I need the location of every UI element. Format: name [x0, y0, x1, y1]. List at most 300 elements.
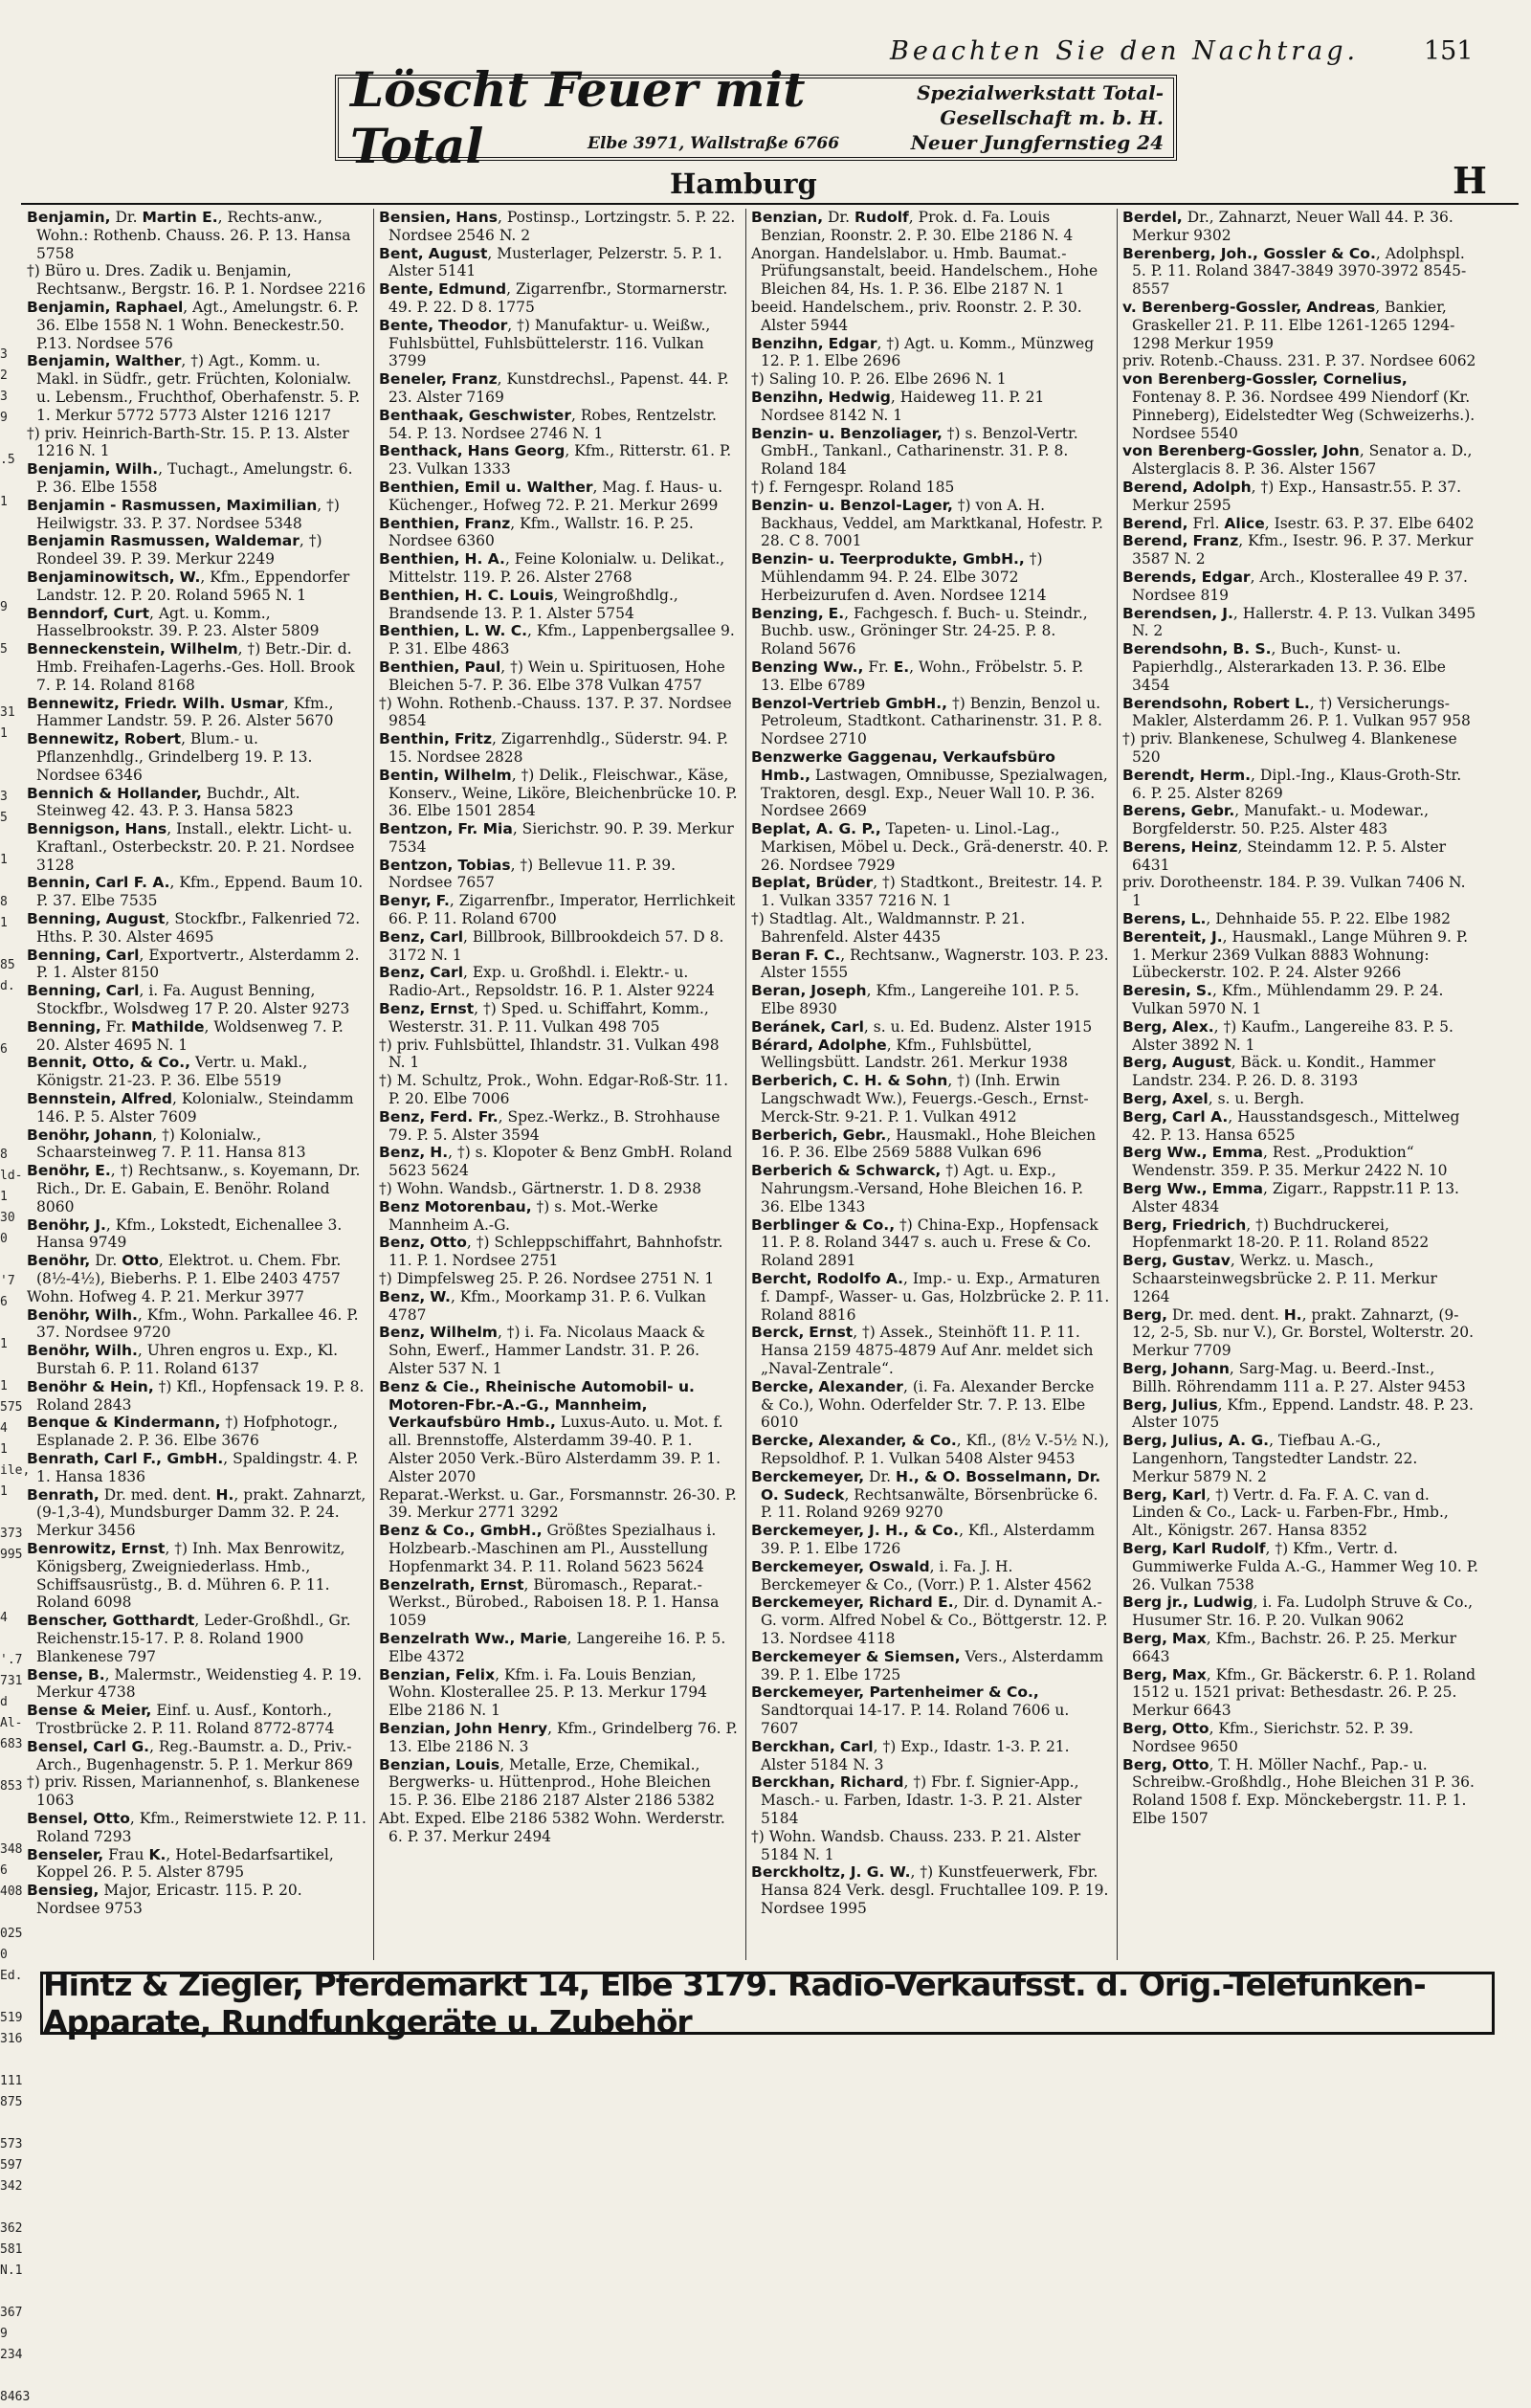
entry-details: , Weingroßhdlg., Brandsende 13. P. 1. Alster 5754 — [388, 586, 678, 622]
directory-entry — [379, 209, 739, 245]
entry-given-name: Marie — [520, 1629, 567, 1647]
directory-entry — [1122, 1360, 1478, 1396]
entry-details: , †) Exp., Hansastr.55. P. 37. Merkur 2595 — [1132, 478, 1462, 514]
entry-name: Bensel, — [27, 1737, 89, 1755]
entry-text: Reparat.-Werkst. u. Gar., Forsmannstr. 26-30. P. 39. Merkur 2771 3292 — [379, 1485, 737, 1522]
entry-given-name: Ferd. Fr. — [430, 1107, 499, 1126]
directory-entry — [379, 1522, 739, 1575]
margin-number — [0, 1124, 21, 1145]
entry-name: Benjamin, — [27, 209, 111, 226]
margin-number: 2 — [0, 368, 8, 383]
entry-details: , †) Agt. u. Komm., Münzweg 12. P. 1. Elbe 2696 — [761, 334, 1095, 370]
entry-given-name: Edmund — [438, 280, 507, 299]
margin-number: 573 — [0, 2137, 23, 2152]
margin-number — [0, 997, 21, 1018]
directory-column-1 — [27, 209, 366, 2056]
entry-name: Benthien, — [379, 658, 460, 676]
margin-number: ile, — [0, 1463, 31, 1478]
entry-name: Benthien, — [379, 514, 460, 532]
entry-details: , Kfm., Eppendorfer Landstr. 12. P. 20. Roland 5965 N. 1 — [36, 568, 350, 604]
margin-number: 31 — [0, 705, 15, 720]
directory-entry — [27, 982, 366, 1018]
entry-given-name: Heinz — [1190, 837, 1238, 856]
entry-name: Bentzon, — [379, 856, 454, 874]
entry-name: Benrath, — [27, 1485, 100, 1504]
directory-entry — [27, 1702, 366, 1738]
directory-entry — [751, 1126, 1110, 1163]
margin-number — [0, 1313, 21, 1334]
directory-entry — [751, 947, 1110, 983]
directory-entry — [27, 262, 366, 299]
directory-entry — [27, 785, 366, 821]
entry-given-name: Carl — [839, 1737, 874, 1755]
directory-entry — [751, 1738, 1110, 1774]
entry-given-name: Friedrich — [1171, 1215, 1247, 1234]
entry-name: Berckemeyer, — [751, 1522, 865, 1540]
entry-details: , Kolonialw., Steindamm 146. P. 5. Alster 7609 — [36, 1090, 354, 1126]
directory-entry — [1122, 1720, 1478, 1756]
entry-given-name: Otto — [122, 1252, 159, 1270]
directory-entry — [1122, 1252, 1478, 1305]
directory-entry — [379, 767, 739, 820]
directory-entry — [751, 497, 1110, 550]
directory-entry — [27, 209, 366, 262]
entry-name: Benz, — [379, 927, 426, 946]
entry-name: Beran — [751, 946, 801, 964]
entry-text: Lastwagen, Omnibusse, Spezialwagen, Traktoren, desgl. Exp., Neuer Wall 10. P. 36. Nordsee 2669 — [761, 766, 1108, 820]
entry-details: , †) Versicherungs-Makler, Alsterdamm 26. P. 1. Vulkan 957 958 — [1132, 694, 1471, 730]
entry-text: Buchdr., Alt. Steinweg 42. 43. P. 3. Hansa 5823 — [36, 784, 300, 820]
margin-number: 3 — [0, 347, 8, 362]
entry-details: , †) Delik., Fleischwar., Käse, Konserv., Weine, Liköre, Bleichenbrücke 10. P. 36. Elbe 1501 2854 — [388, 766, 738, 820]
entry-name: Bente, — [379, 316, 434, 334]
entry-given-name: Theodor — [438, 316, 508, 334]
margin-number — [0, 555, 21, 576]
entry-details: , Dir. d. Dynamit A.-G. vorm. Alfred Nobel & Co., Böttgerstr. 12. P. 13. Nordsee 4118 — [761, 1594, 1108, 1647]
entry-name: Berblinger & Co., — [751, 1215, 896, 1234]
entry-text: †) Hofphotogr., Esplanade 2. P. 36. Elbe 3676 — [36, 1414, 339, 1450]
entry-given-name: Johann — [95, 1126, 153, 1144]
entry-details: , Buch-, Kunst- u. Papierhdlg., Alsterarkaden 13. P. 36. Elbe 3454 — [1132, 640, 1446, 694]
margin-number — [0, 429, 21, 450]
entry-name: Berckemeyer & Siemsen, — [751, 1647, 961, 1665]
directory-entry — [379, 442, 739, 479]
directory-entry — [27, 820, 366, 874]
entry-details: , Kfl., (8½ V.-5½ N.), Repsoldhof. P. 1. Vulkan 5408 Alster 9453 — [761, 1432, 1110, 1467]
directory-entry — [27, 1126, 366, 1163]
entry-text: Fr. — [863, 658, 894, 676]
entry-text: Sandtorquai 14-17. P. 14. Roland 7606 u. 7607 — [761, 1702, 1070, 1737]
entry-name: Berg, — [1122, 1215, 1167, 1234]
directory-entry — [379, 622, 739, 658]
directory-entry — [751, 1162, 1110, 1215]
entry-given-name: Hans — [455, 209, 498, 226]
directory-entry — [379, 928, 739, 965]
entry-name: Benz, — [379, 1324, 426, 1342]
entry-details: , Kunstdrechsl., Papenst. 44. P. 23. Alster 7169 — [388, 370, 729, 406]
entry-given-name: Carl — [430, 927, 464, 946]
entry-details: , †) Sped. u. Schiffahrt, Komm., Westerstr. 31. P. 11. Vulkan 498 705 — [388, 1000, 709, 1036]
margin-number: 3 — [0, 390, 8, 404]
entry-details: , s. u. Ed. Budenz. Alster 1915 — [863, 1017, 1093, 1036]
entry-name: Berendt, — [1122, 766, 1195, 784]
entry-given-name: Alice — [1224, 514, 1265, 532]
entry-given-name: Fr. Mia — [457, 820, 513, 838]
directory-entry — [751, 658, 1110, 695]
margin-number — [0, 2197, 21, 2218]
entry-details: , †) Rechtsanw., s. Koyemann, Dr. Rich., Dr. E. Gabain, E. Benöhr. Roland 8060 — [36, 1162, 361, 1215]
directory-entry — [751, 1828, 1110, 1864]
entry-details: , Zigarr., Rappstr.11 P. 13. Alster 4834 — [1132, 1180, 1459, 1215]
margin-number: 6 — [0, 1295, 8, 1309]
entry-given-name: Wilhelm — [169, 640, 238, 658]
directory-entry — [751, 299, 1110, 335]
directory-entry — [27, 1846, 366, 1883]
entry-details: , Kfm., Reimerstwiete 12. P. 11. Roland 7293 — [36, 1809, 366, 1845]
margin-number: 575 — [0, 1400, 23, 1415]
margin-number: 8 — [0, 895, 8, 909]
directory-entry — [751, 1270, 1110, 1324]
entry-name: Bentzon, — [379, 820, 454, 838]
entry-details: , prakt. Zahnarzt, (9-1,3-4), Mundsburger Damm 32. P. 24. Merkur 3456 — [36, 1485, 366, 1540]
margin-number: 1 — [0, 1337, 8, 1351]
top-ad-right-line-3: Neuer Jungfernstieg 24 — [910, 131, 1164, 154]
directory-entry — [751, 370, 1110, 389]
margin-number: 731 — [0, 1674, 23, 1688]
entry-details: , Kfm., Bachstr. 26. P. 25. Merkur 6643 — [1132, 1629, 1457, 1665]
directory-entry — [379, 1666, 739, 1720]
top-ad-phones: Elbe 3971, Wallstraße 6766 — [588, 134, 840, 153]
directory-entry — [27, 352, 366, 424]
entry-name: Bente, — [379, 280, 434, 299]
margin-number — [0, 1587, 21, 1608]
page-header-hint: Beachten Sie den Nachtrag. — [890, 36, 1360, 66]
directory-entry — [751, 1072, 1110, 1126]
entry-given-name: Wilh. — [115, 460, 159, 479]
entry-name: Benzing Ww., — [751, 658, 864, 676]
entry-given-name: Mathilde — [130, 1017, 205, 1036]
entry-given-name: Waldemar — [214, 532, 300, 550]
entry-given-name: August — [428, 244, 488, 262]
entry-name: Berckemeyer, — [751, 1594, 865, 1612]
directory-entry — [27, 1738, 366, 1774]
entry-details: , Zigarrenhdlg., Süderstr. 94. P. 15. Nordsee 2828 — [388, 730, 728, 766]
entry-name: Beplat, A. G. P., — [751, 820, 881, 838]
directory-entry — [379, 407, 739, 443]
margin-number: 30 — [0, 1211, 15, 1225]
entry-name: Berg, — [1122, 1432, 1167, 1450]
left-margin-numbers — [0, 345, 31, 2404]
entry-given-name: Hedwig — [828, 388, 891, 406]
directory-entry — [27, 1414, 366, 1450]
entry-given-name: Paul — [464, 658, 501, 676]
directory-entry — [379, 1630, 739, 1666]
entry-name: Bennewitz, — [27, 694, 120, 712]
entry-text: Fr. — [100, 1017, 131, 1036]
directory-entry — [751, 1216, 1110, 1270]
directory-entry — [751, 1558, 1110, 1594]
directory-entry — [379, 1576, 739, 1630]
entry-text: †) Wohn. Rothenb.-Chauss. 137. P. 37. Nordsee 9854 — [379, 694, 732, 730]
entry-details: , †) Inh. Max Benrowitz, Königsberg, Zweigniederlass. Hmb., Schiffsausrüstg., B. d. Mühren 6. P. 11. Roland 6098 — [36, 1539, 345, 1612]
entry-given-name: Rudolf — [854, 209, 909, 226]
entry-text: Anorgan. Handelslabor. u. Hmb. Baumat.-Prüfungsanstalt, beeid. Handelschem., Hohe Bleichen 84, Hs. 1. P. 36. Elbe 2187 N. 1 — [751, 244, 1098, 299]
entry-given-name: Carl — [105, 946, 140, 964]
entry-given-name: H. C. Louis — [464, 586, 554, 604]
bottom-advertisement: Hintz & Ziegler, Pferdemarkt 14, Elbe 3179. Radio-Verkaufsst. d. Orig.-Telefunken-Apparate, Rundfunkgeräte u. Zubehör — [40, 1972, 1495, 2035]
entry-given-name: E. — [828, 604, 845, 622]
entry-given-name: Fritz — [454, 730, 492, 748]
entry-details: , †) Kolonialw., Schaarsteinweg 7. P. 11. Hansa 813 — [36, 1126, 306, 1162]
directory-entry — [27, 1054, 366, 1090]
entry-details: , Install., elektr. Licht- u. Kraftanl., Osterbeckstr. 20. P. 21. Nordsee 3128 — [36, 820, 355, 874]
margin-number: 9 — [0, 411, 8, 425]
entry-name: Berendsohn, — [1122, 640, 1229, 658]
entry-details: , Kfm., Wohn. Parkallee 46. P. 37. Nordsee 9720 — [36, 1305, 359, 1342]
entry-name: Benrath, — [27, 1449, 100, 1467]
entry-name: Benz, — [379, 1234, 426, 1252]
section-letter: H — [1453, 159, 1487, 202]
entry-name: Bennstein, — [27, 1090, 117, 1108]
directory-entry — [379, 1234, 739, 1270]
margin-number — [0, 2282, 21, 2303]
entry-given-name: B. — [87, 1665, 105, 1683]
entry-details: , Musterlager, Pelzerstr. 5. P. 1. Alster 5141 — [388, 244, 722, 280]
entry-text: Dr. med. dent. — [99, 1485, 216, 1504]
margin-number: d. — [0, 979, 15, 993]
entry-details: , Hausmakl., Hohe Bleichen 16. P. 36. Elbe 2569 5888 Vulkan 696 — [761, 1126, 1097, 1162]
margin-number — [0, 871, 21, 892]
entry-details: , Kfm., Isestr. 96. P. 37. Merkur 3587 N. 2 — [1132, 532, 1474, 569]
entry-given-name: E. — [893, 658, 910, 676]
directory-entry — [1122, 209, 1478, 245]
entry-name: Benz & Cie., Rheinische Automobil- u. Motoren-Fbr.-A.-G., Mannheim, Verkaufsbüro Hmb., — [379, 1377, 695, 1432]
directory-entry — [751, 1594, 1110, 1647]
entry-details: , Uhren engros u. Exp., Kl. Burstah 6. P. 11. Roland 6137 — [36, 1342, 339, 1377]
entry-name: Berck, — [751, 1324, 805, 1342]
column-divider-3 — [1117, 209, 1118, 1960]
entry-details: , s. u. Bergh. — [1208, 1090, 1305, 1108]
entry-details: , Kfm., Wallstr. 16. P. 25. Nordsee 6360 — [388, 514, 694, 550]
directory-entry — [379, 515, 739, 551]
entry-given-name: Walther — [115, 352, 182, 370]
entry-name: Benzian, — [379, 1719, 452, 1737]
directory-entry — [379, 317, 739, 370]
margin-number: 3 — [0, 790, 8, 804]
directory-entry — [1122, 532, 1478, 569]
entry-details: , Dehnhaide 55. P. 22. Elbe 1982 — [1206, 910, 1452, 928]
entry-name: von Berenberg-Gossler, — [1122, 442, 1319, 460]
entry-details: , i. Fa. Ludolph Struve & Co., Husumer Str. 16. P. 20. Vulkan 9062 — [1132, 1594, 1474, 1630]
entry-details: , †) Heilwigstr. 33. P. 37. Nordsee 5348 — [36, 496, 340, 532]
margin-number — [0, 1355, 21, 1376]
directory-entry — [1122, 874, 1478, 910]
entry-given-name: L. W. C. — [464, 622, 528, 640]
column-divider-2 — [745, 209, 746, 1960]
entry-details: , †) Assek., Steinhöft 11. P. 11. Hansa 2159 4875-4879 Auf Anr. meldet sich „Naval-Zentrale“. — [761, 1324, 1094, 1377]
directory-entry — [1122, 569, 1478, 605]
entry-details: , Kfm., Hammer Landstr. 59. P. 26. Alster 5670 — [36, 694, 334, 730]
margin-number: '.7 — [0, 1653, 23, 1667]
entry-name: Benndorf, — [27, 604, 109, 622]
entry-name: Benz, — [379, 1107, 426, 1126]
top-advertisement — [335, 61, 1177, 174]
page-number: 151 — [1424, 36, 1474, 66]
margin-number — [0, 1060, 21, 1081]
margin-number — [0, 1103, 21, 1124]
directory-entry — [379, 1198, 739, 1235]
entry-details: , i. Fa. August Benning, Stockfbr., Wolsdweg 17 P. 20. Alster 9273 — [36, 982, 350, 1018]
entry-details: , Kfm., Lappenbergsallee 9. P. 31. Elbe 4863 — [388, 622, 735, 658]
entry-details: , †) Vertr. d. Fa. F. A. C. van d. Linden & Co., Lack- u. Farben-Fbr., Hmb., Alt., Königstr. 267. Hansa 8352 — [1132, 1485, 1449, 1540]
directory-entry — [379, 892, 739, 928]
entry-text: Dr. — [864, 1467, 897, 1485]
entry-name: Benjamin, — [27, 352, 111, 370]
entry-details: , Zigarrenfbr., Imperator, Herrlichkeit 66. P. 11. Roland 6700 — [388, 892, 736, 928]
entry-details: , Kfm., Gr. Bäckerstr. 6. P. 1. Roland 1512 u. 1521 privat: Bethesdastr. 26. P. 25. Merkur 6643 — [1132, 1665, 1476, 1720]
entry-given-name: Ludwig — [1192, 1594, 1254, 1612]
entry-name: Beresin, — [1122, 982, 1191, 1000]
margin-number: 0 — [0, 1948, 8, 1962]
directory-entry — [27, 1090, 366, 1126]
entry-given-name: Gotthardt — [112, 1612, 195, 1630]
entry-given-name: H. — [430, 1144, 449, 1162]
margin-number: 995 — [0, 1548, 23, 1562]
directory-entry — [379, 1072, 739, 1108]
entry-details: , †) Schleppschiffahrt, Bahnhofstr. 11. P. 1. Nordsee 2751 — [388, 1234, 723, 1270]
entry-details: , Kfm., Eppend. Baum 10. P. 37. Elbe 7535 — [36, 874, 364, 910]
entry-details: , †) Kfm., Vertr. d. Gummiwerke Fulda A.-G., Hammer Weg 10. P. 26. Vulkan 7538 — [1132, 1539, 1478, 1594]
entry-given-name: Richard — [839, 1773, 904, 1792]
entry-name: Benthien, — [379, 550, 460, 569]
directory-entry — [1122, 1180, 1478, 1216]
entry-given-name: W. — [179, 568, 201, 586]
entry-name: von Berenberg-Gossler, Cornelius, — [1122, 370, 1408, 389]
entry-given-name: Emma — [1211, 1180, 1263, 1198]
entry-given-name: Max — [1171, 1629, 1207, 1647]
entry-details: , Prok. d. Fa. Louis Benzian, Roonstr. 2. P. 30. Elbe 2186 N. 4 — [761, 209, 1074, 244]
margin-number: 1 — [0, 1484, 8, 1499]
margin-number — [0, 934, 21, 955]
entry-name: Benque & Kindermann, — [27, 1414, 221, 1432]
margin-number — [0, 1018, 21, 1039]
directory-entry — [751, 605, 1110, 658]
entry-given-name: August — [105, 910, 166, 928]
entry-text: †) priv. Blankenese, Schulweg 4. Blankenese 520 — [1122, 730, 1457, 766]
entry-details: , Metalle, Erze, Chemikal., Bergwerks- u. Hüttenprod., Hohe Bleichen 15. P. 36. Elbe 2186 2187 Alster 2186 5382 — [388, 1755, 715, 1810]
directory-entry — [379, 658, 739, 695]
entry-details: , Kfm., Langereihe 101. P. 5. Elbe 8930 — [761, 982, 1079, 1018]
entry-name: Benz, — [379, 1287, 426, 1305]
entry-name: Benöhr, — [27, 1162, 91, 1180]
entry-details: , †) Exp., Idastr. 1-3. P. 21. Alster 5184 N. 3 — [761, 1737, 1070, 1773]
directory-entry — [1122, 352, 1478, 370]
header-rule — [21, 203, 1519, 205]
directory-entry — [751, 748, 1110, 820]
directory-entry — [379, 280, 739, 317]
entry-given-name: J. H., & Co. — [869, 1522, 960, 1540]
entry-name: Bercke, — [751, 1377, 814, 1395]
entry-details: , Manufakt.- u. Modewar., Borgfelderstr. 50. P.25. Alster 483 — [1132, 802, 1430, 838]
entry-given-name: Franz — [1192, 532, 1239, 550]
entry-given-name: Adolphe — [818, 1036, 887, 1054]
entry-name: Berg Ww., — [1122, 1144, 1208, 1162]
entry-text: †) Dimpfelsweg 25. P. 26. Nordsee 2751 N. 1 — [379, 1270, 715, 1288]
entry-given-name: Wilhelm — [443, 766, 512, 784]
entry-details: , Robes, Rentzelstr. 54. P. 13. Nordsee 2746 N. 1 — [388, 406, 717, 442]
directory-entry — [379, 370, 739, 407]
directory-entry — [1122, 1216, 1478, 1253]
margin-number — [0, 829, 21, 850]
entry-name: Beránek, — [751, 1017, 827, 1036]
margin-number: 875 — [0, 2095, 23, 2109]
margin-number — [0, 576, 21, 597]
entry-given-name: Carl — [831, 1017, 864, 1036]
margin-number — [0, 1797, 21, 1818]
entry-name: Berg, — [1122, 1719, 1167, 1737]
directory-entry — [1122, 802, 1478, 838]
entry-name: Benthaak, — [379, 406, 464, 424]
entry-name: Berckemeyer, Partenheimer & Co., — [751, 1683, 1039, 1702]
directory-entry — [27, 730, 366, 784]
entry-name: Berg, — [1122, 1305, 1167, 1324]
margin-number: 519 — [0, 2011, 23, 2025]
directory-entry — [27, 1612, 366, 1665]
entry-details: , Kfm., Grindelberg 76. P. 13. Elbe 2186 N. 3 — [388, 1719, 738, 1755]
entry-name: Benning, — [27, 946, 101, 964]
entry-text: †) Wohn. Wandsb., Gärtnerstr. 1. D 8. 2938 — [379, 1180, 701, 1198]
entry-details: , (i. Fa. Alexander Bercke & Co.), Wohn. Oderfelder Str. 7. P. 13. Elbe 6010 — [761, 1377, 1095, 1432]
entry-given-name: J. — [95, 1215, 106, 1234]
entry-text: priv. Dorotheenstr. 184. P. 39. Vulkan 7406 N. 1 — [1122, 874, 1466, 910]
directory-entry — [27, 1450, 366, 1486]
margin-number: 1 — [0, 853, 8, 867]
entry-given-name: J. — [1222, 604, 1233, 622]
entry-name: Benrowitz, — [27, 1539, 117, 1557]
entry-given-name: Karl — [1171, 1485, 1207, 1504]
margin-number: 5 — [0, 642, 8, 657]
entry-text: †) priv. Fuhlsbüttel, Ihlandstr. 31. Vulkan 498 N. 1 — [379, 1036, 720, 1072]
entry-name: Benjamin - Rasmussen, — [27, 496, 222, 514]
entry-details: , Postinsp., Lortzingstr. 5. P. 22. Nordsee 2546 N. 2 — [388, 209, 736, 244]
entry-name: Benzwerke Gaggenau, Verkaufsbüro Hmb., — [751, 747, 1055, 784]
entry-name: Berberich, — [751, 1072, 838, 1090]
entry-name: Benthack, — [379, 442, 463, 460]
margin-number: 6 — [0, 1042, 8, 1057]
margin-number — [0, 2113, 21, 2134]
entry-name: Benöhr, — [27, 1342, 91, 1360]
entry-name: Benöhr, — [27, 1305, 91, 1324]
entry-details: , Kfm., Ritterstr. 61. P. 23. Vulkan 1333 — [388, 442, 732, 479]
entry-name: Benzin- u. Teerprodukte, GmbH., — [751, 550, 1025, 569]
margin-number — [0, 745, 21, 766]
entry-text: †) s. Mot.-Werke Mannheim A.-G. — [388, 1197, 658, 1234]
directory-entry — [751, 1037, 1110, 1073]
directory-entry — [751, 1773, 1110, 1827]
entry-details: , Exportvertr., Alsterdamm 2. P. 1. Alster 8150 — [36, 946, 360, 982]
margin-number: 367 — [0, 2306, 23, 2320]
entry-details: , Sarg-Mag. u. Beerd.-Inst., Billh. Röhrendamm 111 a. P. 27. Alster 9453 — [1132, 1360, 1466, 1395]
entry-details: , Spez.-Werkz., B. Strohhause 79. P. 5. Alster 3594 — [388, 1107, 721, 1144]
margin-number — [0, 1987, 21, 2008]
directory-entry — [379, 1000, 739, 1037]
margin-number — [0, 681, 21, 702]
directory-entry — [751, 1648, 1110, 1684]
entry-details: , Leder-Großhdl., Gr. Reichenstr.15-17. P. 8. Roland 1900 Blankenese 797 — [36, 1612, 351, 1665]
entry-details: , Kfm., Fuhlsbüttel, Wellingsbütt. Landstr. 261. Merkur 1938 — [761, 1036, 1069, 1072]
entry-text: Dr. — [90, 1252, 122, 1270]
entry-name: Berg Ww., — [1122, 1180, 1208, 1198]
